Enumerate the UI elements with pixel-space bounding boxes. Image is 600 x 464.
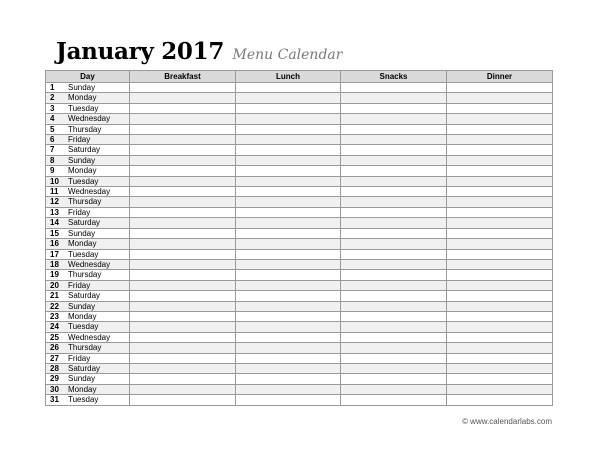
day-cell	[46, 384, 130, 394]
table-row	[46, 291, 553, 301]
day-number: 15	[50, 228, 59, 238]
column-header-dinner: Dinner	[447, 71, 553, 83]
dinner-cell[interactable]	[447, 384, 553, 394]
menu-calendar-table	[45, 70, 553, 406]
weekday-label: Thursday	[68, 270, 102, 280]
day-number: 16	[50, 239, 59, 249]
table-row	[46, 176, 553, 186]
table-row	[46, 103, 553, 113]
day-cell	[46, 176, 130, 186]
table-row	[46, 259, 553, 269]
lunch-cell[interactable]	[236, 176, 341, 186]
breakfast-cell[interactable]	[130, 228, 236, 238]
dinner-cell[interactable]	[447, 135, 553, 145]
weekday-label: Saturday	[68, 291, 101, 301]
weekday-label: Tuesday	[68, 176, 99, 186]
day-cell	[46, 270, 130, 280]
breakfast-cell[interactable]	[130, 322, 236, 332]
day-cell	[46, 343, 130, 353]
lunch-cell[interactable]	[236, 83, 341, 93]
day-cell	[46, 155, 130, 165]
day-cell	[46, 103, 130, 113]
dinner-cell[interactable]	[447, 93, 553, 103]
snacks-cell[interactable]	[341, 135, 447, 145]
table-row	[46, 332, 553, 342]
weekday-label: Monday	[68, 93, 97, 103]
dinner-cell[interactable]	[447, 155, 553, 165]
breakfast-cell[interactable]	[130, 353, 236, 363]
day-cell	[46, 218, 130, 228]
lunch-cell[interactable]	[236, 270, 341, 280]
table-row	[46, 270, 553, 280]
snacks-cell[interactable]	[341, 384, 447, 394]
breakfast-cell[interactable]	[130, 332, 236, 342]
lunch-cell[interactable]	[236, 124, 341, 134]
dinner-cell[interactable]	[447, 176, 553, 186]
day-cell	[46, 374, 130, 384]
lunch-cell[interactable]	[236, 145, 341, 155]
lunch-cell[interactable]	[236, 363, 341, 373]
dinner-cell[interactable]	[447, 322, 553, 332]
day-number: 11	[50, 187, 59, 197]
weekday-label: Monday	[68, 384, 97, 394]
column-header-lunch: Lunch	[236, 71, 341, 83]
snacks-cell[interactable]	[341, 353, 447, 363]
lunch-cell[interactable]	[236, 228, 341, 238]
dinner-cell[interactable]	[447, 363, 553, 373]
day-number: 24	[50, 322, 59, 332]
day-cell	[46, 228, 130, 238]
table-row	[46, 228, 553, 238]
header-row	[46, 71, 553, 83]
dinner-cell[interactable]	[447, 343, 553, 353]
breakfast-cell[interactable]	[130, 301, 236, 311]
day-cell	[46, 280, 130, 290]
breakfast-cell[interactable]	[130, 166, 236, 176]
page-title	[56, 38, 342, 65]
weekday-label: Sunday	[68, 83, 96, 92]
weekday-label: Sunday	[68, 155, 96, 165]
lunch-cell[interactable]	[236, 384, 341, 394]
day-cell	[46, 301, 130, 311]
day-number: 31	[50, 395, 59, 405]
dinner-cell[interactable]	[447, 218, 553, 228]
snacks-cell[interactable]	[341, 363, 447, 373]
breakfast-cell[interactable]	[130, 197, 236, 207]
day-cell	[46, 83, 130, 93]
day-number: 4	[50, 114, 55, 124]
table-row	[46, 395, 553, 405]
table-row	[46, 166, 553, 176]
breakfast-cell[interactable]	[130, 218, 236, 228]
day-number: 29	[50, 374, 59, 384]
snacks-cell[interactable]	[341, 311, 447, 321]
day-cell	[46, 166, 130, 176]
day-cell	[46, 124, 130, 134]
day-cell	[46, 93, 130, 103]
lunch-cell[interactable]	[236, 114, 341, 124]
lunch-cell[interactable]	[236, 353, 341, 363]
lunch-cell[interactable]	[236, 259, 341, 269]
breakfast-cell[interactable]	[130, 259, 236, 269]
lunch-cell[interactable]	[236, 322, 341, 332]
dinner-cell[interactable]	[447, 124, 553, 134]
table-row	[46, 322, 553, 332]
weekday-label: Friday	[68, 207, 91, 217]
breakfast-cell[interactable]	[130, 83, 236, 93]
day-cell	[46, 311, 130, 321]
snacks-cell[interactable]	[341, 343, 447, 353]
day-cell	[46, 291, 130, 301]
lunch-cell[interactable]	[236, 332, 341, 342]
lunch-cell[interactable]	[236, 135, 341, 145]
day-number: 18	[50, 259, 59, 269]
breakfast-cell[interactable]	[130, 280, 236, 290]
day-number: 19	[50, 270, 59, 280]
snacks-cell[interactable]	[341, 374, 447, 384]
snacks-cell[interactable]	[341, 228, 447, 238]
snacks-cell[interactable]	[341, 83, 447, 93]
weekday-label: Thursday	[68, 197, 102, 207]
day-cell	[46, 197, 130, 207]
snacks-cell[interactable]	[341, 114, 447, 124]
dinner-cell[interactable]	[447, 207, 553, 217]
breakfast-cell[interactable]	[130, 93, 236, 103]
dinner-cell[interactable]	[447, 239, 553, 249]
lunch-cell[interactable]	[236, 166, 341, 176]
day-number: 2	[50, 93, 55, 103]
table-row	[46, 207, 553, 217]
dinner-cell[interactable]	[447, 291, 553, 301]
table-row	[46, 353, 553, 363]
breakfast-cell[interactable]	[130, 291, 236, 301]
snacks-cell[interactable]	[341, 187, 447, 197]
table-row	[46, 197, 553, 207]
footer-credit: © www.calendarlabs.com	[462, 417, 552, 426]
dinner-cell[interactable]	[447, 311, 553, 321]
breakfast-cell[interactable]	[130, 395, 236, 405]
weekday-label: Monday	[68, 166, 97, 176]
snacks-cell[interactable]	[341, 322, 447, 332]
breakfast-cell[interactable]	[130, 343, 236, 353]
weekday-label: Monday	[68, 239, 97, 249]
lunch-cell[interactable]	[236, 218, 341, 228]
snacks-cell[interactable]	[341, 332, 447, 342]
weekday-label: Friday	[68, 135, 91, 145]
day-cell	[46, 259, 130, 269]
weekday-label: Wednesday	[68, 259, 111, 269]
dinner-cell[interactable]	[447, 187, 553, 197]
weekday-label: Sunday	[68, 301, 96, 311]
weekday-label: Wednesday	[68, 332, 111, 342]
day-cell	[46, 363, 130, 373]
dinner-cell[interactable]	[447, 280, 553, 290]
lunch-cell[interactable]	[236, 155, 341, 165]
dinner-cell[interactable]	[447, 83, 553, 93]
weekday-label: Saturday	[68, 145, 101, 155]
snacks-cell[interactable]	[341, 239, 447, 249]
dinner-cell[interactable]	[447, 197, 553, 207]
day-cell	[46, 353, 130, 363]
weekday-label: Tuesday	[68, 249, 99, 259]
table-row	[46, 301, 553, 311]
day-number: 12	[50, 197, 59, 207]
breakfast-cell[interactable]	[130, 114, 236, 124]
table-row	[46, 311, 553, 321]
day-cell	[46, 114, 130, 124]
day-number: 14	[50, 218, 59, 228]
breakfast-cell[interactable]	[130, 155, 236, 165]
day-number: 27	[50, 353, 59, 363]
day-number: 10	[50, 176, 59, 186]
dinner-cell[interactable]	[447, 374, 553, 384]
table-row	[46, 374, 553, 384]
weekday-label: Friday	[68, 280, 91, 290]
lunch-cell[interactable]	[236, 374, 341, 384]
day-number: 3	[50, 103, 55, 113]
day-number: 13	[50, 207, 59, 217]
table-row	[46, 187, 553, 197]
day-number: 26	[50, 343, 59, 353]
day-number: 17	[50, 249, 59, 259]
breakfast-cell[interactable]	[130, 135, 236, 145]
table-row	[46, 384, 553, 394]
breakfast-cell[interactable]	[130, 249, 236, 259]
dinner-cell[interactable]	[447, 395, 553, 405]
lunch-cell[interactable]	[236, 187, 341, 197]
table-row	[46, 239, 553, 249]
table-row	[46, 83, 553, 93]
dinner-cell[interactable]	[447, 353, 553, 363]
breakfast-cell[interactable]	[130, 176, 236, 186]
dinner-cell[interactable]	[447, 332, 553, 342]
weekday-label: Tuesday	[68, 395, 99, 405]
snacks-cell[interactable]	[341, 166, 447, 176]
weekday-label: Tuesday	[68, 103, 99, 113]
table-row	[46, 93, 553, 103]
table-row	[46, 343, 553, 353]
weekday-label: Sunday	[68, 228, 96, 238]
lunch-cell[interactable]	[236, 311, 341, 321]
lunch-cell[interactable]	[236, 93, 341, 103]
dinner-cell[interactable]	[447, 103, 553, 113]
lunch-cell[interactable]	[236, 239, 341, 249]
dinner-cell[interactable]	[447, 166, 553, 176]
dinner-cell[interactable]	[447, 301, 553, 311]
table-row	[46, 124, 553, 134]
day-cell	[46, 239, 130, 249]
day-number: 20	[50, 280, 59, 290]
breakfast-cell[interactable]	[130, 103, 236, 113]
weekday-label: Wednesday	[68, 187, 111, 197]
breakfast-cell[interactable]	[130, 384, 236, 394]
breakfast-cell[interactable]	[130, 145, 236, 155]
day-number: 21	[50, 291, 59, 301]
snacks-cell[interactable]	[341, 197, 447, 207]
day-cell	[46, 207, 130, 217]
snacks-cell[interactable]	[341, 249, 447, 259]
table-row	[46, 145, 553, 155]
day-number: 23	[50, 311, 59, 321]
day-number: 25	[50, 332, 59, 342]
lunch-cell[interactable]	[236, 280, 341, 290]
day-number: 5	[50, 124, 55, 134]
day-cell	[46, 249, 130, 259]
lunch-cell[interactable]	[236, 291, 341, 301]
snacks-cell[interactable]	[341, 291, 447, 301]
snacks-cell[interactable]	[341, 280, 447, 290]
lunch-cell[interactable]	[236, 207, 341, 217]
day-number: 6	[50, 135, 55, 145]
breakfast-cell[interactable]	[130, 311, 236, 321]
snacks-cell[interactable]	[341, 103, 447, 113]
weekday-label: Wednesday	[68, 114, 111, 124]
table-row	[46, 280, 553, 290]
table-row	[46, 114, 553, 124]
lunch-cell[interactable]	[236, 301, 341, 311]
breakfast-cell[interactable]	[130, 374, 236, 384]
column-header-breakfast: Breakfast	[130, 71, 236, 83]
snacks-cell[interactable]	[341, 218, 447, 228]
day-number: 7	[50, 145, 55, 155]
weekday-label: Sunday	[68, 374, 96, 384]
day-cell	[46, 145, 130, 155]
breakfast-cell[interactable]	[130, 187, 236, 197]
breakfast-cell[interactable]	[130, 124, 236, 134]
dinner-cell[interactable]	[447, 228, 553, 238]
day-cell	[46, 135, 130, 145]
column-header-day: Day	[46, 71, 130, 83]
month-title: January 2017	[56, 38, 225, 65]
weekday-label: Tuesday	[68, 322, 99, 332]
weekday-label: Thursday	[68, 124, 102, 134]
snacks-cell[interactable]	[341, 207, 447, 217]
snacks-cell[interactable]	[341, 155, 447, 165]
weekday-label: Saturday	[68, 363, 101, 373]
day-cell	[46, 322, 130, 332]
snacks-cell[interactable]	[341, 93, 447, 103]
snacks-cell[interactable]	[341, 259, 447, 269]
column-header-snacks: Snacks	[341, 71, 447, 83]
day-cell	[46, 395, 130, 405]
breakfast-cell[interactable]	[130, 207, 236, 217]
snacks-cell[interactable]	[341, 145, 447, 155]
day-number: 28	[50, 363, 59, 373]
day-number: 22	[50, 301, 59, 311]
day-number: 8	[50, 155, 55, 165]
day-number: 9	[50, 166, 55, 176]
lunch-cell[interactable]	[236, 197, 341, 207]
dinner-cell[interactable]	[447, 249, 553, 259]
table-row	[46, 218, 553, 228]
snacks-cell[interactable]	[341, 301, 447, 311]
dinner-cell[interactable]	[447, 259, 553, 269]
lunch-cell[interactable]	[236, 103, 341, 113]
table-row	[46, 249, 553, 259]
day-number: 30	[50, 384, 59, 394]
snacks-cell[interactable]	[341, 124, 447, 134]
lunch-cell[interactable]	[236, 343, 341, 353]
lunch-cell[interactable]	[236, 249, 341, 259]
table-row	[46, 155, 553, 165]
weekday-label: Saturday	[68, 218, 101, 228]
calendar-subtitle: Menu Calendar	[232, 47, 343, 63]
day-number: 1	[50, 83, 55, 92]
breakfast-cell[interactable]	[130, 363, 236, 373]
table-row	[46, 363, 553, 373]
weekday-label: Friday	[68, 353, 91, 363]
dinner-cell[interactable]	[447, 114, 553, 124]
lunch-cell[interactable]	[236, 395, 341, 405]
dinner-cell[interactable]	[447, 270, 553, 280]
snacks-cell[interactable]	[341, 176, 447, 186]
weekday-label: Monday	[68, 311, 97, 321]
snacks-cell[interactable]	[341, 395, 447, 405]
breakfast-cell[interactable]	[130, 239, 236, 249]
day-cell	[46, 187, 130, 197]
day-cell	[46, 332, 130, 342]
dinner-cell[interactable]	[447, 145, 553, 155]
table-row	[46, 135, 553, 145]
snacks-cell[interactable]	[341, 270, 447, 280]
weekday-label: Thursday	[68, 343, 102, 353]
breakfast-cell[interactable]	[130, 270, 236, 280]
